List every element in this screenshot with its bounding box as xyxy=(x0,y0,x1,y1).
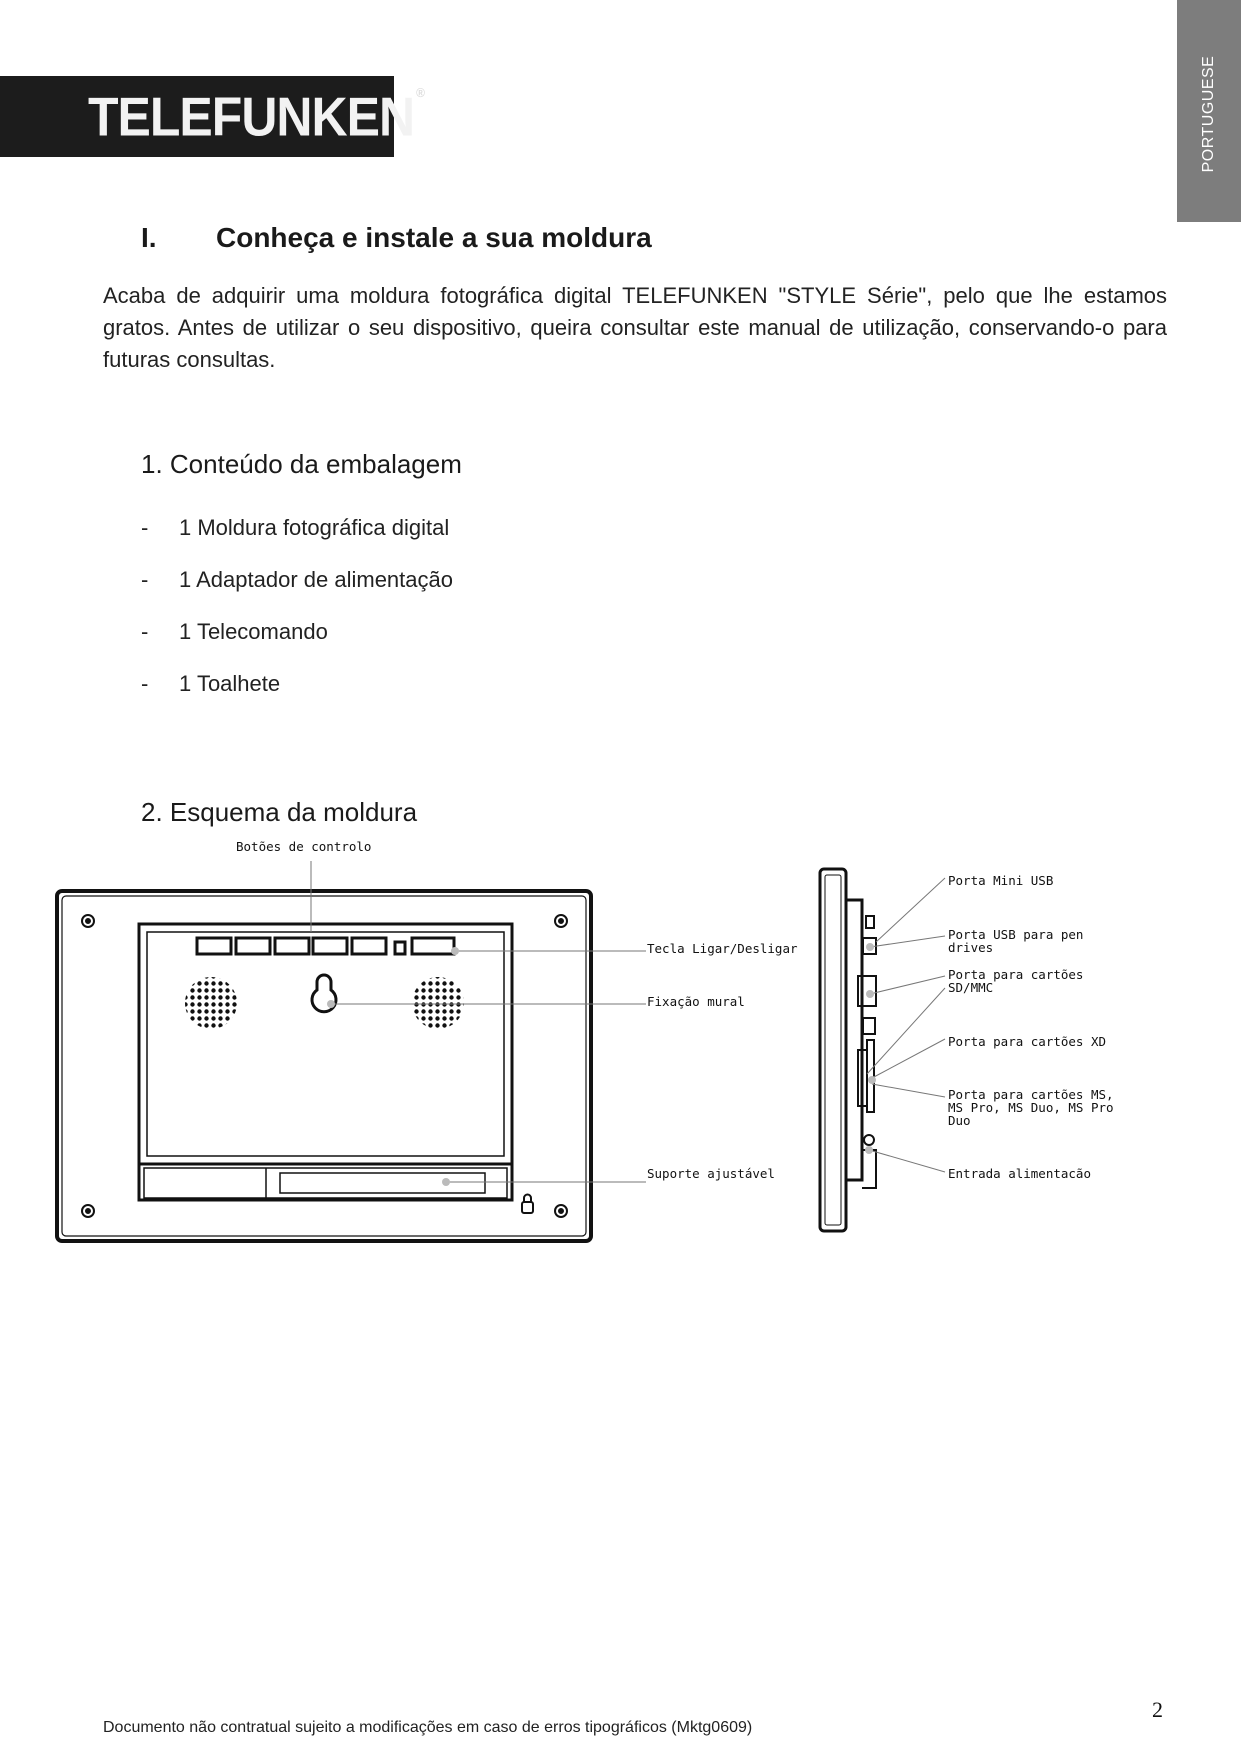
section-title-text: Conheça e instale a sua moldura xyxy=(216,222,652,253)
frame-side-view xyxy=(820,869,876,1231)
label-sd-port-line1: Porta para cartões xyxy=(948,967,1084,982)
label-usb-port-line2: drives xyxy=(948,940,994,955)
language-tab-label: PORTUGUESE xyxy=(1200,55,1217,173)
label-ms-port-line3: Duo xyxy=(948,1113,971,1128)
mount-screws xyxy=(82,915,567,1217)
intro-paragraph: Acaba de adquirir uma moldura fotográfica digital TELEFUNKEN "STYLE Série", pelo que lhe estamos gratos. Antes de utilizar o seu dispositivo, queira consultar este manual de utilização, conservando-o para futuras consultas. xyxy=(103,283,1167,372)
contents-heading: 1. Conteúdo da embalagem xyxy=(141,449,462,479)
speaker-grilles xyxy=(185,977,464,1029)
language-tab xyxy=(1177,0,1241,222)
control-buttons xyxy=(197,938,454,954)
list-item: - 1 Adaptador de alimentação xyxy=(141,567,453,592)
label-wall-mount: Fixação mural xyxy=(647,994,745,1009)
label-xd-port: Porta para cartões XD xyxy=(948,1034,1107,1049)
frame-diagram xyxy=(0,830,1241,1250)
label-power-input: Entrada alimentacão xyxy=(948,1166,1091,1181)
section-title xyxy=(141,222,652,254)
label-usb-port-line1: Porta USB para pen xyxy=(948,927,1084,942)
label-sd-port-line2: SD/MMC xyxy=(948,980,994,995)
list-item: - 1 Moldura fotográfica digital xyxy=(141,515,450,540)
label-power-key: Tecla Ligar/Desligar xyxy=(647,941,798,956)
page-number: 2 xyxy=(1152,1697,1163,1722)
label-adjustable-stand: Suporte ajustável xyxy=(647,1166,775,1181)
brand-logo xyxy=(0,76,424,157)
side-callout-lines xyxy=(867,878,945,1172)
contents-list xyxy=(141,515,453,723)
label-mini-usb: Porta Mini USB xyxy=(948,873,1054,888)
diagram-heading: 2. Esquema da moldura xyxy=(141,797,418,827)
back-callout-lines xyxy=(311,861,646,1182)
label-control-buttons: Botões de controlo xyxy=(236,839,372,854)
label-ms-port-line1: Porta para cartões MS, xyxy=(948,1087,1114,1102)
stand-lock-icon xyxy=(522,1195,533,1213)
section-number: I. xyxy=(141,222,157,253)
list-item: - 1 Toalhete xyxy=(141,671,281,696)
label-ms-port-line2: MS Pro, MS Duo, MS Pro xyxy=(948,1100,1114,1115)
list-item: - 1 Telecomando xyxy=(141,619,328,644)
footer-disclaimer: Documento não contratual sujeito a modificações em caso de erros tipográficos (Mktg0609) xyxy=(103,1719,753,1736)
frame-back-view xyxy=(57,891,591,1241)
brand-logo-text: TELEFUNKEN ® xyxy=(88,84,424,148)
